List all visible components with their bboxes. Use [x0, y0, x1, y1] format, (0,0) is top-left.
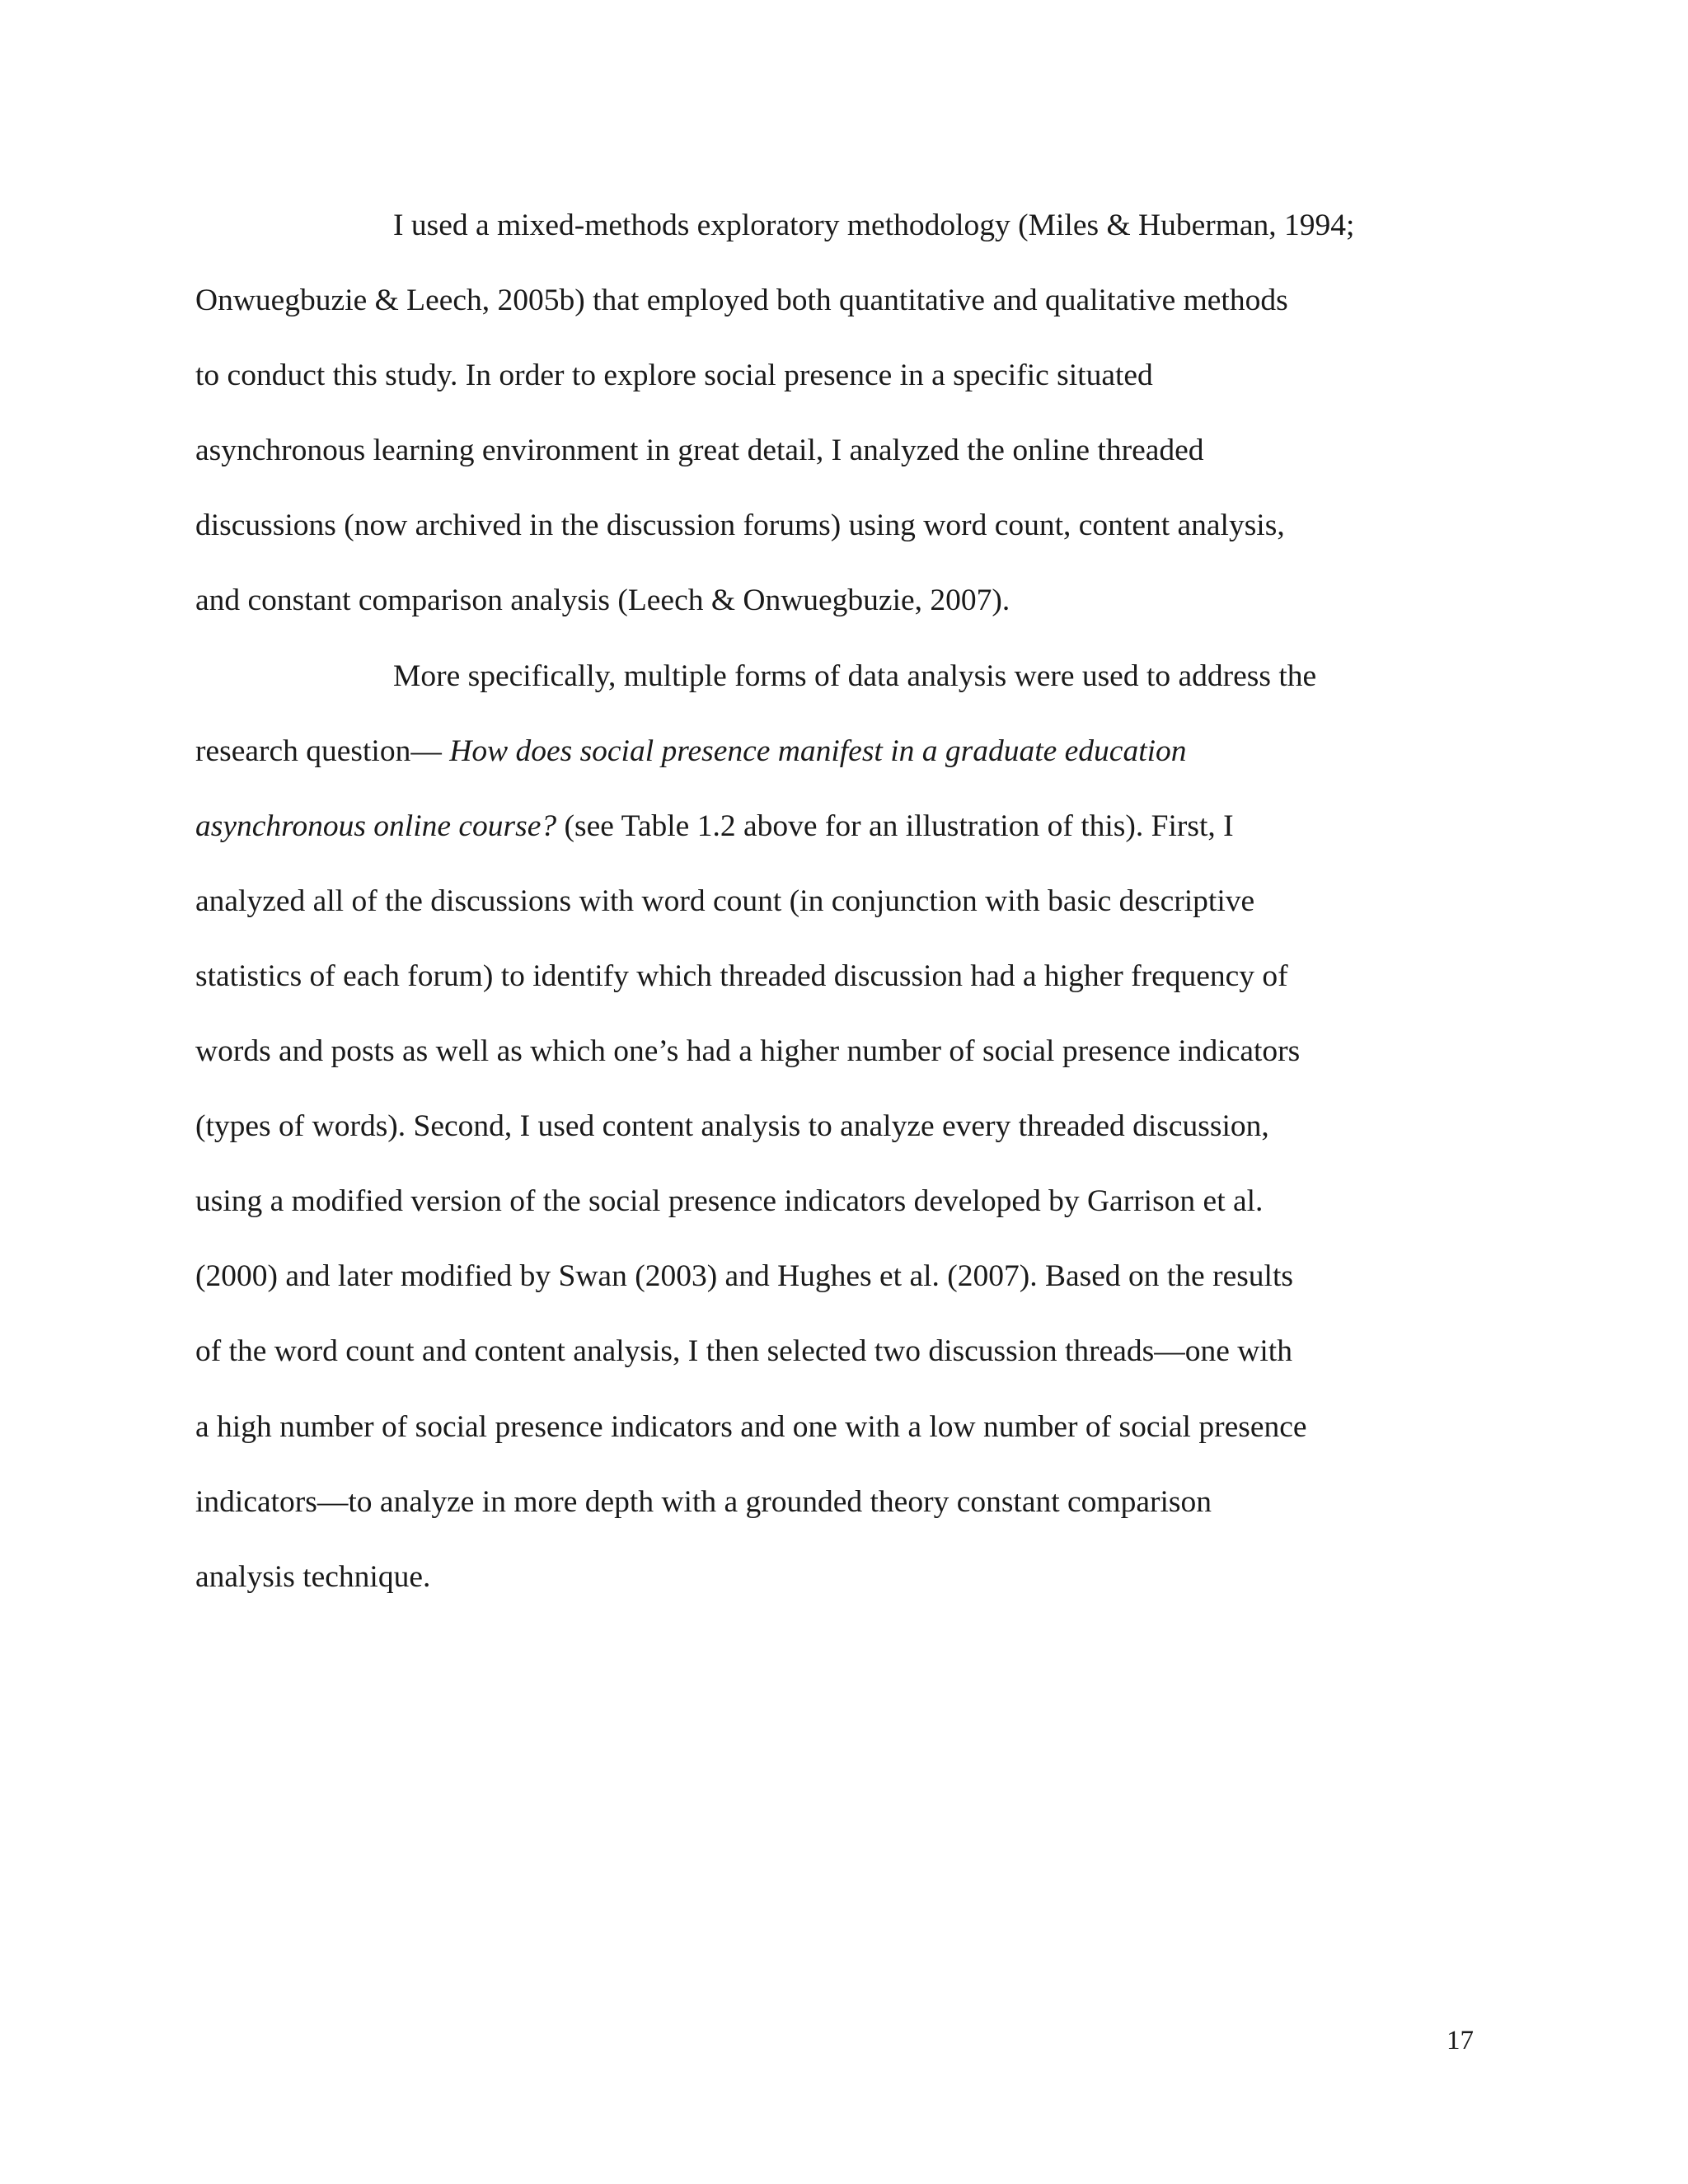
- paragraph-2: [195, 639, 1473, 1615]
- text-line: words and posts as well as which one’s had a higher number of social presence indicators: [195, 1034, 1301, 1069]
- research-question-italic-end: asynchronous online course?: [195, 808, 557, 843]
- text-line: discussions (now archived in the discussion forums) using word count, content analysis,: [195, 509, 1285, 543]
- research-question-trail: (see Table 1.2 above for an illustration of this). First, I: [556, 808, 1234, 843]
- text-line: analysis technique.: [195, 1559, 431, 1594]
- text-line: statistics of each forum) to identify which threaded discussion had a higher frequency of: [195, 958, 1288, 993]
- text-line: Onwuegbuzie & Leech, 2005b) that employed both quantitative and qualitative methods: [195, 284, 1288, 318]
- text-line: indicators—to analyze in more depth with a grounded theory constant comparison: [195, 1484, 1212, 1519]
- text-line: to conduct this study. In order to explore social presence in a specific situated: [195, 359, 1153, 393]
- text-line: analyzed all of the discussions with word count (in conjunction with basic descriptive: [195, 883, 1255, 918]
- text-line: asynchronous learning environment in great detail, I analyzed the online threaded: [195, 434, 1204, 468]
- text-line: of the word count and content analysis, I then selected two discussion threads—one with: [195, 1334, 1292, 1369]
- text-line: (2000) and later modified by Swan (2003) and Hughes et al. (2007). Based on the results: [195, 1259, 1293, 1294]
- text-line: [195, 789, 1473, 864]
- text-line: (types of words). Second, I used content analysis to analyze every threaded discussion,: [195, 1109, 1269, 1144]
- text-line: I used a mixed-methods exploratory methodology (Miles & Huberman, 1994;: [393, 209, 1355, 242]
- body-text: [195, 188, 1473, 1615]
- text-line: [195, 714, 1473, 789]
- text-line: a high number of social presence indicators and one with a low number of social presence: [195, 1409, 1307, 1444]
- text-line: More specifically, multiple forms of data analysis were used to address the: [393, 658, 1317, 693]
- text-line: using a modified version of the social presence indicators developed by Garrison et al.: [195, 1184, 1264, 1219]
- paragraph-1: [195, 188, 1473, 639]
- research-question-italic: How does social presence manifest in a graduate education: [449, 733, 1187, 768]
- research-question-lead: research question—: [195, 733, 450, 768]
- text-line: and constant comparison analysis (Leech & Onwuegbuzie, 2007).: [195, 583, 1010, 618]
- page-number: 17: [1447, 2026, 1474, 2055]
